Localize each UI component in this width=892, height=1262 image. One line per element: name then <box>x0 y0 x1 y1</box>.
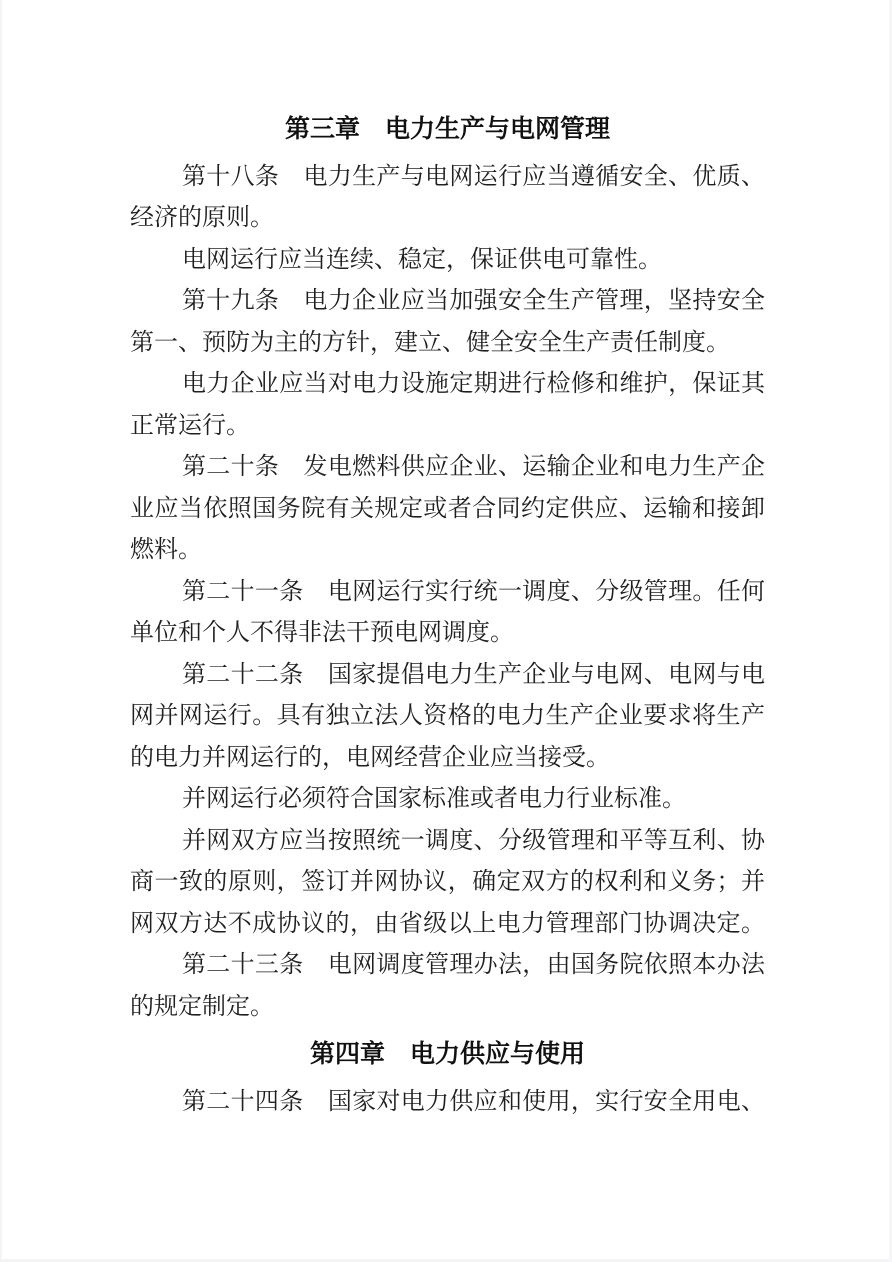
text-line: 并网双方应当按照统一调度、分级管理和平等互利、协 <box>182 827 765 854</box>
text-line: 网双方达不成协议的，由省级以上电力管理部门协调决定。 <box>130 910 765 937</box>
text-line: 电网运行应当连续、稳定，保证供电可靠性。 <box>182 246 662 273</box>
text-line: 商一致的原则，签订并网协议，确定双方的权利和义务；并 <box>130 869 765 895</box>
document-content <box>130 103 765 1123</box>
text-line: 燃料。 <box>130 537 202 563</box>
text-line: 单位和个人不得非法干预电网调度。 <box>130 620 514 646</box>
text-line: 第十八条 电力生产与电网运行应当遵循安全、优质、 <box>182 163 765 190</box>
text-line: 第二十一条 电网运行实行统一调度、分级管理。任何 <box>182 578 765 605</box>
text-line: 第一、预防为主的方针，建立、健全安全生产责任制度。 <box>130 329 730 356</box>
text-line: 的电力并网运行的，电网经营企业应当接受。 <box>130 744 610 771</box>
text-line: 并网运行必须符合国家标准或者电力行业标准。 <box>182 786 686 812</box>
text-line: 第二十二条 国家提倡电力生产企业与电网、电网与电 <box>182 661 765 688</box>
text-line: 正常运行。 <box>130 412 250 439</box>
text-line: 业应当依照国务院有关规定或者合同约定供应、运输和接卸 <box>130 495 765 522</box>
chapter-heading: 第四章 电力供应与使用 <box>309 1041 585 1068</box>
text-line: 的规定制定。 <box>130 993 274 1020</box>
text-line: 网并网运行。具有独立法人资格的电力生产企业要求将生产 <box>130 703 765 729</box>
text-line: 第十九条 电力企业应当加强安全生产管理，坚持安全 <box>182 288 765 314</box>
text-line: 第二十条 发电燃料供应企业、运输企业和电力生产企 <box>182 454 765 480</box>
text-line: 经济的原则。 <box>130 205 274 231</box>
text-line: 电力企业应当对电力设施定期进行检修和维护，保证其 <box>182 371 765 397</box>
text-line: 第二十三条 电网调度管理办法，由国务院依照本办法 <box>182 952 765 978</box>
text-line: 第二十四条 国家对电力供应和使用，实行安全用电、 <box>182 1088 765 1115</box>
chapter-heading: 第三章 电力生产与电网管理 <box>284 116 610 143</box>
